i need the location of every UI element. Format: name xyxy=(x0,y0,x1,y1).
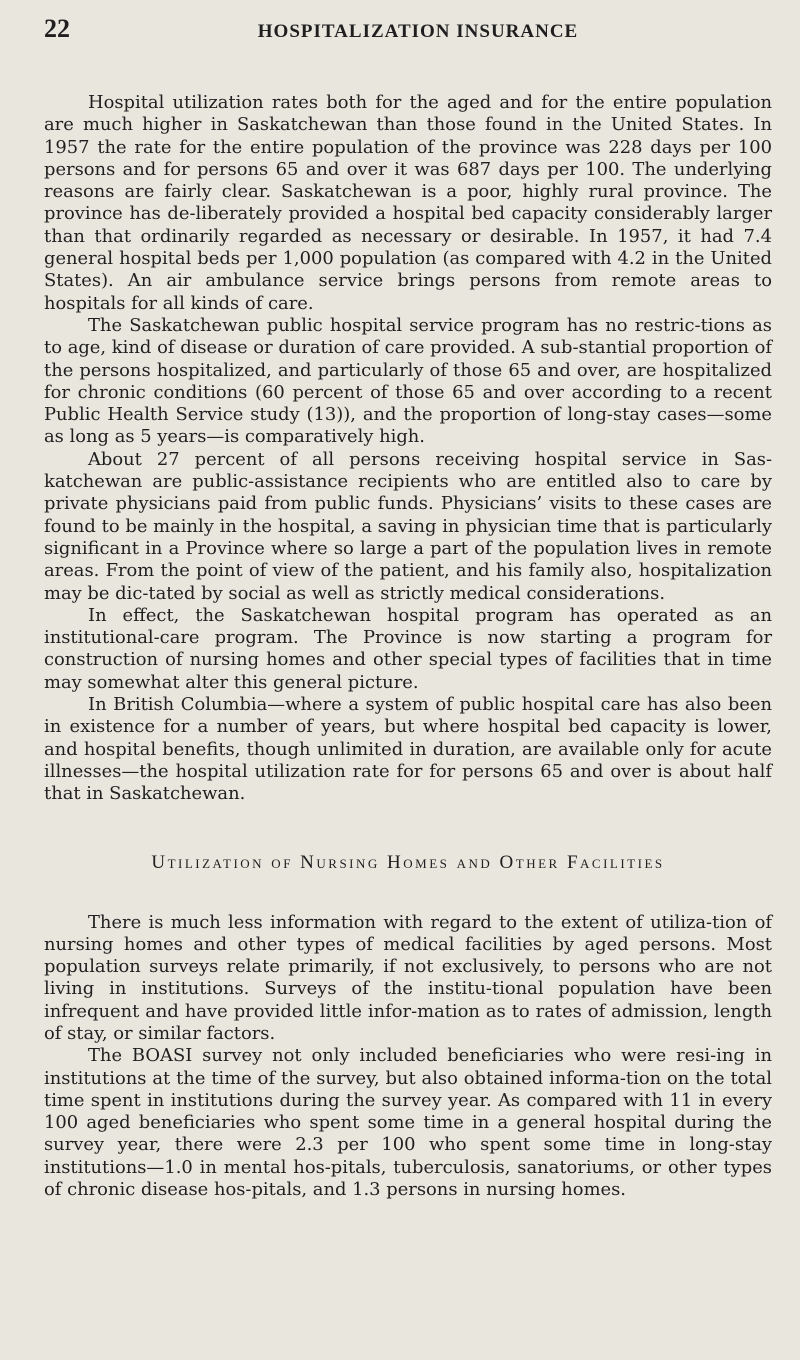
running-title: HOSPITALIZATION INSURANCE xyxy=(257,21,579,42)
paragraph-institutional-care: In effect, the Saskatchewan hospital program has operated as an institutional-care program. The Province is now starting a program for construction of nursing homes and other special types of facilities that in time may somewhat alter this general picture. xyxy=(44,604,772,693)
paragraph-saskatchewan-rates: Hospital utilization rates both for the aged and for the entire population are much higher in Saskatchewan than those found in the United States. In 1957 the rate for the entire population of the province was 228 days per 100 persons and for persons 65 and over it was 687 days per 100. The underlying reasons are fairly clear. Saskatchewan is a poor, highly rural province. The province has de-liberately provided a hospital bed capacity considerably larger than that ordinarily regarded as necessary or desirable. In 1957, it had 7.4 general hospital beds per 1,000 population (as compared with 4.2 in the United States). An air ambulance service brings persons from remote areas to hospitals for all kinds of care. xyxy=(44,92,772,314)
paragraph-program-restrictions: The Saskatchewan public hospital service program has no restric-tions as to age, kind of disease or duration of care provided. A sub-stantial proportion of the persons hospitalized, and particularly of those 65 and over, are hospitalized for chronic conditions (60 percent of those 65 and over according to a recent Public Health Service study (13)), and the proportion of long-stay cases—some as long as 5 years—is comparatively high. xyxy=(44,314,772,448)
page-number: 22 xyxy=(44,14,70,43)
section-heading: Utilization of Nursing Homes and Other Facilities xyxy=(151,851,665,873)
running-head xyxy=(44,14,772,48)
paragraph-british-columbia: In British Columbia—where a system of public hospital care has also been in existence for a number of years, but where hospital bed capacity is lower, and hospital benefits, though unlimited in duration, are available only for acute illnesses—the hospital utilization rate for for persons 65 and over is about half that in Saskatchewan. xyxy=(44,694,772,805)
paragraph-public-assistance: About 27 percent of all persons receiving hospital service in Sas-katchewan are public-assistance recipients who are entitled also to care by private physicians paid from public funds. Physicians’ visits to these cases are found to be mainly in the hospital, a saving in physician time that is particularly significant in a Province where so large a part of the population lives in remote areas. From the point of view of the patient, and his family also, hospitalization may be dic-tated by social as well as strictly medical considerations. xyxy=(44,448,772,604)
body-text xyxy=(44,92,772,1201)
paragraph-boasi-survey: The BOASI survey not only included beneficiaries who were resi-ing in institutions at the time of the survey, but also obtained informa-tion on the total time spent in institutions during the survey year. As compared with 11 in every 100 aged beneficiaries who spent some time in a general hospital during the survey year, there were 2.3 per 100 who spent some time in long-stay institutions—1.0 in mental hos-pitals, tuberculosis, sanatoriums, or other types of chronic disease hos-pitals, and 1.3 persons in nursing homes. xyxy=(44,1045,772,1201)
paragraph-nursing-home-information: There is much less information with regard to the extent of utiliza-tion of nursing homes and other types of medical facilities by aged persons. Most population surveys relate primarily, if not exclusively, to persons who are not living in institutions. Surveys of the institu-tional population have been infrequent and have provided little infor-mation as to rates of admission, length of stay, or similar factors. xyxy=(44,911,772,1044)
